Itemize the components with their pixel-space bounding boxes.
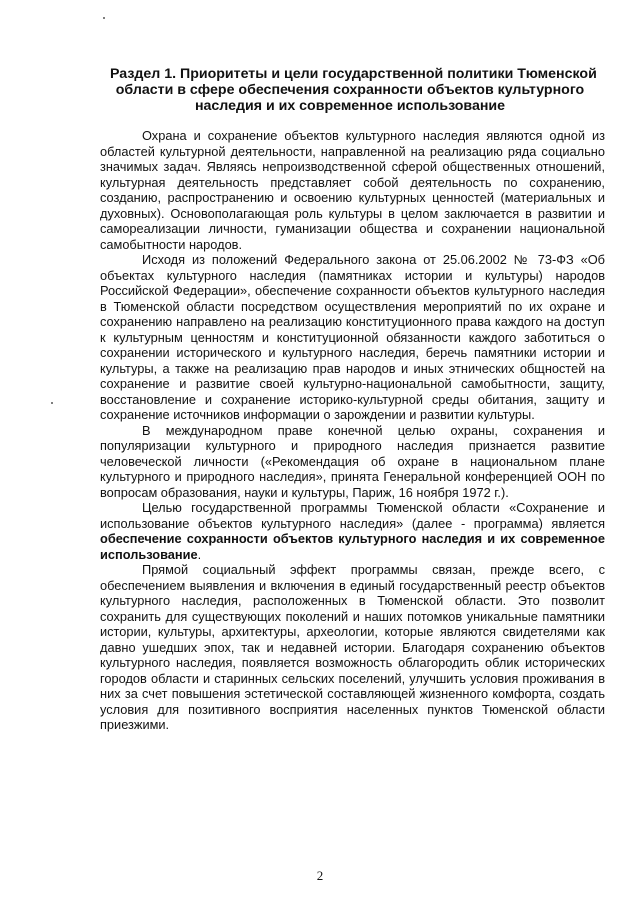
scan-speck — [103, 17, 105, 19]
paragraph-federal-law: Исходя из положений Федерального закона от 25.06.2002 № 73-ФЗ «Об объектах культурного наследия (памятниках истории и культуры) народов Российской Федерации», обеспечение сохранности объектов культурного наследия в Тюменской области посредством осуществления мероприятий по их охране и сохранению направлено на реализацию конституционного права каждого на доступ к культурным ценностям и конституционной обязанности каждого заботиться о сохранении исторического и культурного наследия, беречь памятники истории и культуры, а также на реализацию прав народов и иных этнических общностей на сохранение и развитие своей культурно-национальной самобытности, защиту, восстановление и сохранение историко-культурной среды обитания, защиту и сохранение источников информации о зарождении и развитии культуры. — [100, 252, 605, 422]
page-number: 2 — [316, 868, 324, 883]
paragraph-social-effect: Прямой социальный эффект программы связан, прежде всего, с обеспечением выявления и включения в единый государственный реестр объектов культурного наследия, расположенных в Тюменской области. Это позволит сохранить для существующих поколений и наших потомков уникальные памятники истории, культуры, архитектуры, археологии, которые являются свидетелями как давно ушедших эпох, так и недавней истории. Благодаря сохранению объектов культурного наследия, появляется возможность облагородить облик исторических городов области и старинных сельских поселений, улучшить условия проживания в них за счет повышения эстетической составляющей жизненного комфорта, создать условия для позитивного восприятия населенных пунктов Тюменской области приезжими. — [100, 562, 605, 732]
heading-line: наследия и их современное использование — [194, 98, 506, 114]
scan-speck — [51, 402, 53, 404]
heading-line: области в сфере обеспечения сохранности объектов культурного — [115, 82, 585, 98]
heading-line: Раздел 1. Приоритеты и цели государственной политики Тюменской — [110, 66, 597, 82]
section-heading — [110, 66, 597, 114]
paragraph-cultural-heritage-role: Охрана и сохранение объектов культурного наследия являются одной из областей культурной деятельности, направленной на реализацию ряда социально значимых задач. Являясь непроизводственной сферой общественных отношений, культурная деятельность представляет собой деятельность по сохранению, созданию, распространению и освоению культурных ценностей (материальных и духовных). Основополагающая роль культуры в целом заключается в развитии и самореализации личности, гуманизации общества и сохранении национальной самобытности народов. — [100, 128, 605, 252]
program-goal-end: . — [197, 546, 202, 562]
document-body — [100, 128, 605, 733]
paragraph-program-goal — [100, 500, 605, 562]
program-goal-text: Целью государственной программы Тюменской области «Сохранение и использование объектов культурного наследия» (далее - программа) является — [100, 500, 605, 531]
program-goal-emphasis: обеспечение сохранности объектов культурного наследия и их современное использование — [100, 531, 605, 562]
paragraph-international-law: В международном праве конечной целью охраны, сохранения и популяризации культурного и природного наследия признается развитие человеческой личности («Рекомендация об охране в национальном плане культурного и природного наследия», принята Генеральной конференцией ООН по вопросам образования, науки и культуры, Париж, 16 ноября 1972 г.). — [100, 422, 605, 500]
